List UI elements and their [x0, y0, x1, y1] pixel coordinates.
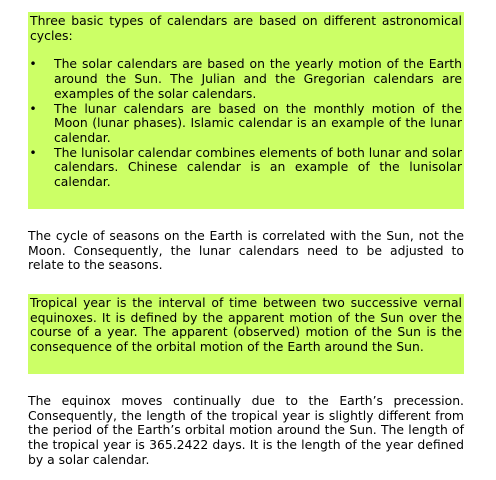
tropical-year-highlight-paragraph: Tropical year is the interval of time between two successive vernal equinoxes. It is defined by the apparent motion of the Sun over the course of a year. The apparent (observed) motion of the Sun is the consequence of the orbital motion of the Earth around the Sun.	[28, 294, 464, 374]
list-item	[28, 57, 464, 101]
intro-text: Three basic types of calendars are based on different astronomical cycles:	[30, 13, 462, 43]
list-item	[28, 102, 464, 146]
bullet-icon: •	[29, 144, 37, 160]
list-item-text: The solar calendars are based on the yearly motion of the Earth around the Sun. The Julian and the Gregorian calendars are examples of the solar calendars.	[54, 56, 462, 101]
calendar-types-highlight-block	[28, 12, 464, 209]
list-item	[28, 146, 464, 190]
seasons-paragraph: The cycle of seasons on the Earth is correlated with the Sun, not the Moon. Consequently, the lunar calendars need to be adjusted to relate to the seasons.	[28, 228, 464, 273]
list-item-text: The lunar calendars are based on the monthly motion of the Moon (lunar phases). Islamic calendar is an example of the lunar calendar.	[54, 100, 462, 145]
calendar-types-list	[28, 57, 464, 189]
bullet-icon: •	[29, 56, 37, 72]
bullet-icon: •	[29, 100, 37, 116]
equinox-paragraph: The equinox moves continually due to the Earth’s precession. Consequently, the length of the tropical year is slightly different from the period of the Earth’s orbital motion around the Sun. The length of the tropical year is 365.2422 days. It is the length of the year defined by a solar calendar.	[28, 393, 464, 467]
list-item-text: The lunisolar calendar combines elements of both lunar and solar calendars. Chinese calendar is an example of the lunisolar calendar.	[54, 144, 462, 190]
